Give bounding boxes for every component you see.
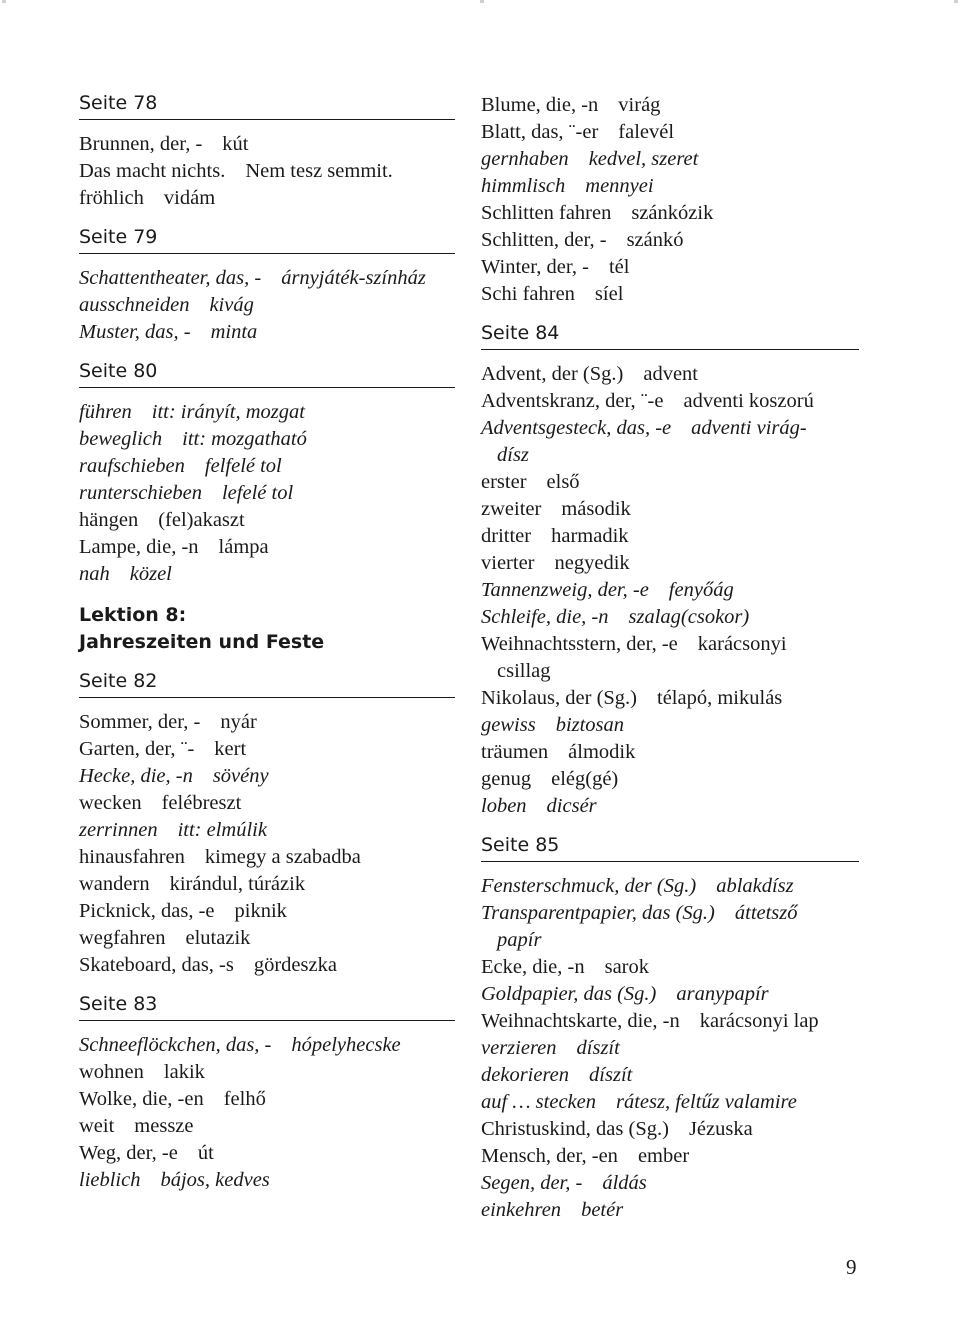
vocabulary-entry <box>481 92 859 119</box>
vocabulary-entry <box>79 871 455 898</box>
german-term: Tannenzweig, der, -e <box>481 579 649 601</box>
vocabulary-entry <box>79 480 455 507</box>
hungarian-translation: kimegy a szabadba <box>204 846 361 868</box>
german-term: beweglich <box>79 428 163 450</box>
german-term: führen <box>79 401 132 423</box>
german-term: gernhaben <box>481 148 569 170</box>
hungarian-translation: szánkó <box>626 229 684 251</box>
german-term: lieblich <box>79 1169 141 1191</box>
german-term: Schlitten fahren <box>481 202 612 224</box>
hungarian-translation: szalag(csokor) <box>628 606 750 628</box>
german-term: zweiter <box>481 498 542 520</box>
vocabulary-entry <box>79 426 455 453</box>
german-term: verzieren <box>481 1037 557 1059</box>
hungarian-translation: advent <box>643 363 698 385</box>
vocabulary-entry <box>481 900 859 954</box>
german-term: Advent, der (Sg.) <box>481 363 624 385</box>
vocabulary-entry <box>481 604 859 631</box>
hungarian-translation: első <box>546 471 580 493</box>
german-term: hinausfahren <box>79 846 185 868</box>
vocabulary-entry <box>481 577 859 604</box>
hungarian-translation: árnyjáték-színház <box>281 267 426 289</box>
german-term: träumen <box>481 741 549 763</box>
german-term: hängen <box>79 509 139 531</box>
german-term: loben <box>481 795 527 817</box>
hungarian-translation: aranypapír <box>676 983 769 1005</box>
german-term: vierter <box>481 552 535 574</box>
vocabulary-entry <box>79 534 455 561</box>
vocabulary-entry <box>481 793 859 820</box>
hungarian-translation: második <box>561 498 631 520</box>
vocabulary-entry <box>79 292 455 319</box>
hungarian-translation: sövény <box>212 765 269 787</box>
hungarian-translation: sarok <box>604 956 649 978</box>
hungarian-translation: álmodik <box>568 741 636 763</box>
vocabulary-entry <box>481 739 859 766</box>
vocabulary-entry <box>481 685 859 712</box>
hungarian-translation: díszít <box>576 1037 620 1059</box>
vocabulary-entry <box>481 873 859 900</box>
vocabulary-entry <box>481 254 859 281</box>
hungarian-translation: áttetsző <box>734 902 798 924</box>
vocabulary-entry <box>481 1089 859 1116</box>
section-gap <box>481 308 859 322</box>
page-section-heading: Seite 82 <box>79 670 455 698</box>
page-section-heading: Seite 83 <box>79 993 455 1021</box>
hungarian-translation: virág <box>618 94 661 116</box>
hungarian-translation: kirándul, túrázik <box>169 873 306 895</box>
vocabulary-entry <box>481 469 859 496</box>
german-term: Schleife, die, -n <box>481 606 609 628</box>
hungarian-translation: díszít <box>589 1064 633 1086</box>
lesson-title: Jahreszeiten und Feste <box>79 631 325 653</box>
section-gap <box>79 346 455 360</box>
hungarian-translation: Nem tesz semmit. <box>245 160 393 182</box>
hungarian-translation: ember <box>637 1145 690 1167</box>
vocabulary-entry <box>481 954 859 981</box>
hungarian-translation: hópelyhecske <box>291 1034 401 1056</box>
hungarian-translation: itt: mozgatható <box>182 428 307 450</box>
german-term: raufschieben <box>79 455 185 477</box>
vocabulary-entry <box>79 817 455 844</box>
page-section-heading: Seite 79 <box>79 226 455 254</box>
german-term: ausschneiden <box>79 294 190 316</box>
vocabulary-entry <box>481 981 859 1008</box>
vocabulary-entry <box>481 1170 859 1197</box>
vocabulary-entry <box>79 736 455 763</box>
vocabulary-entry <box>79 561 455 588</box>
german-term: einkehren <box>481 1199 562 1221</box>
vocabulary-entry <box>481 631 859 685</box>
vocabulary-entry <box>79 1167 455 1194</box>
hungarian-translation: adventi koszorú <box>683 390 814 412</box>
right-column <box>481 92 859 1224</box>
vocabulary-entry <box>481 1062 859 1089</box>
crop-mark <box>954 0 958 3</box>
hungarian-translation: út <box>197 1142 214 1164</box>
vocabulary-entry <box>481 1008 859 1035</box>
hungarian-translation: áldás <box>602 1172 647 1194</box>
vocabulary-entry <box>481 415 859 469</box>
hungarian-translation: adventi virág- <box>691 417 807 439</box>
hungarian-translation: lámpa <box>218 536 269 558</box>
hungarian-translation: elég(gé) <box>551 768 619 790</box>
hungarian-translation: kert <box>214 738 247 760</box>
hungarian-translation: ablakdísz <box>716 875 794 897</box>
vocabulary-entry <box>79 453 455 480</box>
vocabulary-entry <box>79 399 455 426</box>
hungarian-translation: közel <box>129 563 172 585</box>
german-term: wecken <box>79 792 142 814</box>
vocabulary-entry <box>79 1113 455 1140</box>
hungarian-translation: síel <box>594 283 624 305</box>
hungarian-translation: betér <box>581 1199 624 1221</box>
vocabulary-entry <box>79 1059 455 1086</box>
german-term: Wolke, die, -en <box>79 1088 204 1110</box>
vocabulary-entry <box>481 146 859 173</box>
vocabulary-entry <box>481 1197 859 1224</box>
vocabulary-entry <box>481 173 859 200</box>
vocabulary-entry <box>79 158 455 185</box>
german-term: Schi fahren <box>481 283 575 305</box>
vocabulary-entry <box>481 281 859 308</box>
german-term: erster <box>481 471 527 493</box>
vocabulary-entry <box>79 265 455 292</box>
vocabulary-entry <box>481 388 859 415</box>
hungarian-translation: negyedik <box>554 552 630 574</box>
page-section-heading: Seite 78 <box>79 92 455 120</box>
section-gap <box>79 212 455 226</box>
hungarian-translation: bájos, kedves <box>160 1169 270 1191</box>
german-term: Brunnen, der, - <box>79 133 203 155</box>
german-term: Skateboard, das, -s <box>79 954 234 976</box>
vocabulary-entry <box>481 1116 859 1143</box>
page-section-heading: Seite 85 <box>481 834 859 862</box>
vocabulary-entry <box>79 898 455 925</box>
german-term: dekorieren <box>481 1064 570 1086</box>
vocabulary-entry <box>79 185 455 212</box>
german-term: wohnen <box>79 1061 144 1083</box>
hungarian-translation: (fel)akaszt <box>158 509 245 531</box>
german-term: runterschieben <box>79 482 202 504</box>
page-section-heading: Seite 80 <box>79 360 455 388</box>
german-term: Fensterschmuck, der (Sg.) <box>481 875 697 897</box>
hungarian-translation: itt: irányít, mozgat <box>151 401 305 423</box>
german-term: Blume, die, -n <box>481 94 599 116</box>
vocabulary-entry <box>481 119 859 146</box>
hungarian-translation: felfelé tol <box>204 455 282 477</box>
translation-continuation: dísz <box>497 444 529 466</box>
crop-mark <box>2 0 6 3</box>
hungarian-translation: messze <box>134 1115 194 1137</box>
translation-continuation: csillag <box>497 660 551 682</box>
section-gap <box>79 979 455 993</box>
vocabulary-entry <box>481 766 859 793</box>
german-term: fröhlich <box>79 187 144 209</box>
german-term: wegfahren <box>79 927 166 949</box>
german-term: Blatt, das, ¨-er <box>481 121 599 143</box>
german-term: Garten, der, ¨- <box>79 738 195 760</box>
german-term: Transparentpapier, das (Sg.) <box>481 902 715 924</box>
hungarian-translation: piknik <box>234 900 287 922</box>
hungarian-translation: karácsonyi <box>697 633 787 655</box>
hungarian-translation: fenyőág <box>668 579 734 601</box>
hungarian-translation: dicsér <box>546 795 597 817</box>
german-term: Segen, der, - <box>481 1172 583 1194</box>
section-gap <box>79 656 455 670</box>
crop-mark <box>480 0 484 3</box>
translation-continuation: papír <box>497 929 542 951</box>
hungarian-translation: felébreszt <box>161 792 242 814</box>
vocabulary-entry <box>481 496 859 523</box>
vocabulary-entry <box>79 131 455 158</box>
german-term: wandern <box>79 873 150 895</box>
vocabulary-entry <box>79 709 455 736</box>
german-term: auf … stecken <box>481 1091 596 1113</box>
hungarian-translation: itt: elmúlik <box>177 819 267 841</box>
german-term: Das macht nichts. <box>79 160 226 182</box>
german-term: zerrinnen <box>79 819 158 841</box>
lesson-title: Lektion 8: <box>79 604 187 626</box>
german-term: Schattentheater, das, - <box>79 267 262 289</box>
german-term: Nikolaus, der (Sg.) <box>481 687 638 709</box>
vocabulary-entry <box>79 925 455 952</box>
german-term: Sommer, der, - <box>79 711 201 733</box>
german-term: Mensch, der, -en <box>481 1145 618 1167</box>
hungarian-translation: szánkózik <box>631 202 714 224</box>
vocabulary-entry <box>79 1086 455 1113</box>
vocabulary-entry <box>481 361 859 388</box>
german-term: dritter <box>481 525 532 547</box>
german-term: himmlisch <box>481 175 566 197</box>
vocabulary-entry <box>481 550 859 577</box>
german-term: Muster, das, - <box>79 321 191 343</box>
german-term: Lampe, die, -n <box>79 536 199 558</box>
vocabulary-entry <box>79 790 455 817</box>
hungarian-translation: harmadik <box>551 525 629 547</box>
german-term: Ecke, die, -n <box>481 956 585 978</box>
german-term: Winter, der, - <box>481 256 589 278</box>
vocabulary-entry <box>79 844 455 871</box>
vocabulary-entry <box>79 1032 455 1059</box>
hungarian-translation: kút <box>222 133 249 155</box>
section-gap <box>481 820 859 834</box>
hungarian-translation: vidám <box>163 187 216 209</box>
page-section-heading: Seite 84 <box>481 322 859 350</box>
hungarian-translation: lefelé tol <box>221 482 294 504</box>
german-term: Weihnachtskarte, die, -n <box>481 1010 680 1032</box>
hungarian-translation: felhő <box>223 1088 266 1110</box>
german-term: Hecke, die, -n <box>79 765 193 787</box>
german-term: Adventskranz, der, ¨-e <box>481 390 664 412</box>
vocabulary-entry <box>79 763 455 790</box>
german-term: Weihnachtsstern, der, -e <box>481 633 678 655</box>
hungarian-translation: télapó, mikulás <box>657 687 783 709</box>
section-gap <box>79 588 455 602</box>
hungarian-translation: elutazik <box>185 927 251 949</box>
german-term: Adventsgesteck, das, -e <box>481 417 672 439</box>
german-term: Goldpapier, das (Sg.) <box>481 983 657 1005</box>
german-term: Weg, der, -e <box>79 1142 178 1164</box>
vocabulary-entry <box>481 523 859 550</box>
hungarian-translation: mennyei <box>585 175 654 197</box>
vocabulary-entry <box>481 1035 859 1062</box>
hungarian-translation: gördeszka <box>253 954 337 976</box>
german-term: weit <box>79 1115 115 1137</box>
hungarian-translation: Jézuska <box>688 1118 753 1140</box>
vocabulary-entry <box>79 319 455 346</box>
hungarian-translation: kivág <box>209 294 254 316</box>
left-column <box>79 92 455 1194</box>
vocabulary-entry <box>79 952 455 979</box>
page-number: 9 <box>846 1255 857 1279</box>
german-term: Christuskind, das (Sg.) <box>481 1118 669 1140</box>
hungarian-translation: rátesz, feltűz valamire <box>616 1091 797 1113</box>
german-term: gewiss <box>481 714 536 736</box>
hungarian-translation: kedvel, szeret <box>588 148 699 170</box>
vocabulary-entry <box>79 507 455 534</box>
german-term: nah <box>79 563 110 585</box>
german-term: Picknick, das, -e <box>79 900 215 922</box>
hungarian-translation: falevél <box>618 121 675 143</box>
hungarian-translation: nyár <box>220 711 257 733</box>
hungarian-translation: minta <box>210 321 258 343</box>
german-term: genug <box>481 768 532 790</box>
hungarian-translation: tél <box>608 256 630 278</box>
german-term: Schneeflöckchen, das, - <box>79 1034 272 1056</box>
german-term: Schlitten, der, - <box>481 229 607 251</box>
vocabulary-entry <box>481 712 859 739</box>
vocabulary-entry <box>481 200 859 227</box>
hungarian-translation: biztosan <box>555 714 625 736</box>
hungarian-translation: karácsonyi lap <box>699 1010 819 1032</box>
vocabulary-entry <box>79 1140 455 1167</box>
vocabulary-entry <box>481 1143 859 1170</box>
vocabulary-entry <box>481 227 859 254</box>
hungarian-translation: lakik <box>163 1061 205 1083</box>
